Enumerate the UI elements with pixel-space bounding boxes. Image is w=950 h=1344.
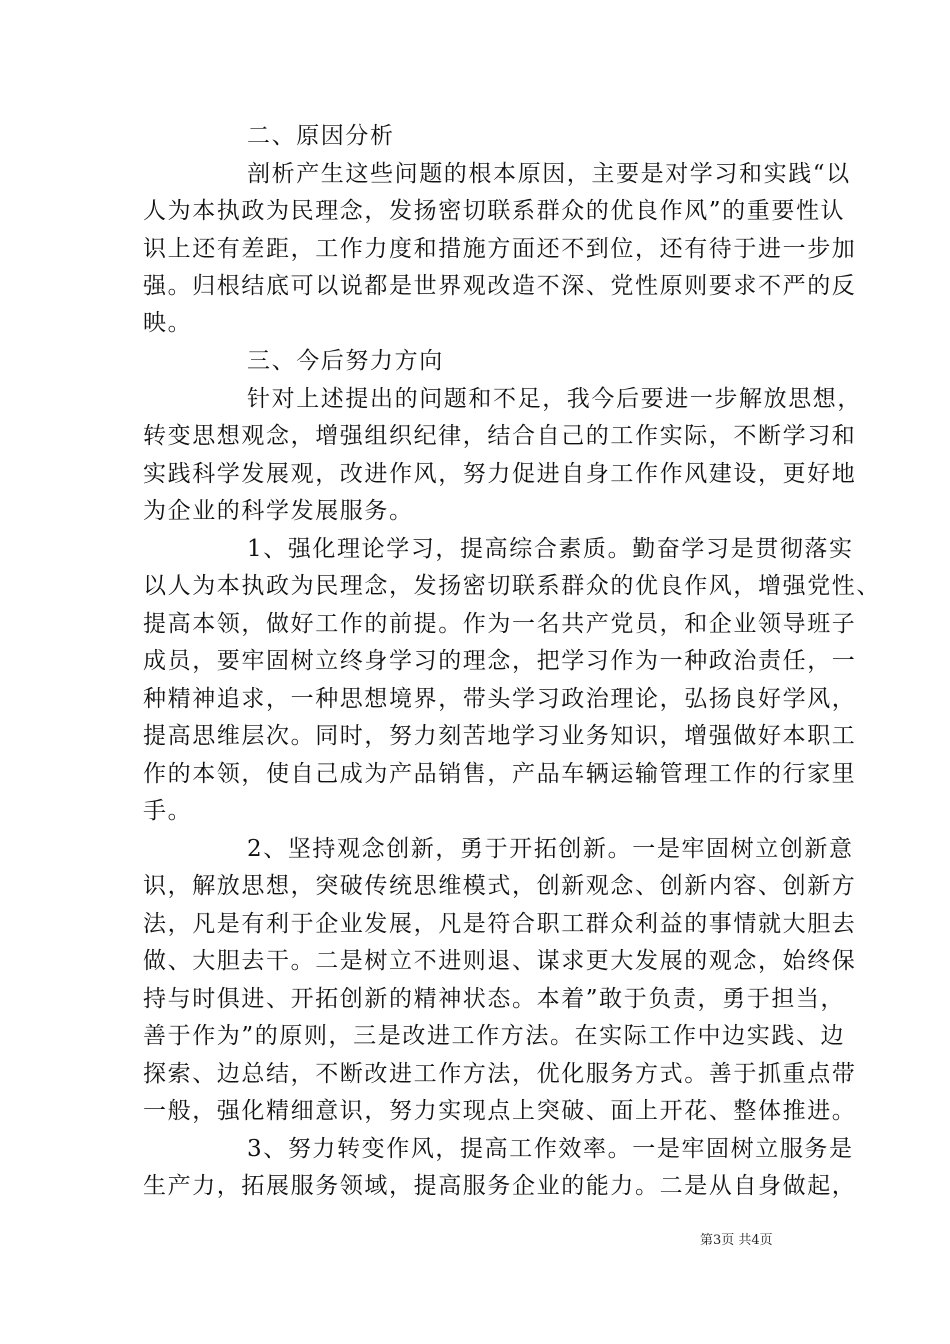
paragraph-line: 手。	[143, 798, 193, 824]
paragraph-line: 做、大胆去干。二是树立不进则退、谋求更大发展的观念，始终保	[143, 948, 857, 974]
paragraph-line: 法，凡是有利于企业发展，凡是符合职工群众利益的事情就大胆去	[143, 911, 857, 937]
paragraph-line: 成员，要牢固树立终身学习的理念，把学习作为一种政治责任，一	[143, 648, 857, 674]
heading-cause-analysis: 二、原因分析	[247, 123, 395, 149]
point-3-heading-line: 3、努力转变作风，提高工作效率。一是牢固树立服务是	[247, 1136, 854, 1162]
paragraph-line: 识，解放思想，突破传统思维模式，创新观念、创新内容、创新方	[143, 873, 857, 899]
paragraph-line: 提高本领，做好工作的前提。作为一名共产党员，和企业领导班子	[143, 611, 857, 637]
paragraph-line: 善于作为”的原则，三是改进工作方法。在实际工作中边实践、边	[143, 1023, 846, 1049]
paragraph-line: 人为本执政为民理念，发扬密切联系群众的优良作风”的重要性认	[143, 198, 846, 224]
paragraph-line: 以人为本执政为民理念，发扬密切联系群众的优良作风，增强党性、	[143, 573, 881, 599]
paragraph-line: 识上还有差距，工作力度和措施方面还不到位，还有待于进一步加	[143, 236, 857, 262]
paragraph-line: 实践科学发展观，改进作风，努力促进自身工作作风建设，更好地	[143, 461, 857, 487]
paragraph-line: 强。归根结底可以说都是世界观改造不深、党性原则要求不严的反	[143, 273, 857, 299]
paragraph-line: 提高思维层次。同时，努力刻苦地学习业务知识，增强做好本职工	[143, 723, 857, 749]
paragraph-line: 剖析产生这些问题的根本原因，主要是对学习和实践“以	[247, 161, 851, 187]
paragraph-line: 生产力，拓展服务领域，提高服务企业的能力。二是从自身做起，	[143, 1173, 857, 1199]
point-2-heading-line: 2、坚持观念创新，勇于开拓创新。一是牢固树立创新意	[247, 836, 854, 862]
paragraph-line: 探索、边总结，不断改进工作方法，优化服务方式。善于抓重点带	[143, 1061, 857, 1087]
paragraph-line: 持与时俱进、开拓创新的精神状态。本着”敢于负责，勇于担当，	[143, 986, 846, 1012]
paragraph-line: 为企业的科学发展服务。	[143, 498, 414, 524]
paragraph-line: 针对上述提出的问题和不足，我今后要进一步解放思想，	[247, 386, 862, 412]
point-1-heading-line: 1、强化理论学习，提高综合素质。勤奋学习是贯彻落实	[247, 536, 854, 562]
page-number-footer: 第3页 共4页	[700, 1233, 773, 1248]
paragraph-line: 转变思想观念，增强组织纪律，结合自己的工作实际，不断学习和	[143, 423, 857, 449]
paragraph-line: 种精神追求，一种思想境界，带头学习政治理论，弘扬良好学风，	[143, 686, 857, 712]
heading-future-direction: 三、今后努力方向	[247, 348, 444, 374]
paragraph-line: 作的本领，使自己成为产品销售，产品车辆运输管理工作的行家里	[143, 761, 857, 787]
paragraph-line: 映。	[143, 310, 193, 336]
paragraph-line: 一般，强化精细意识，努力实现点上突破、面上开花、整体推进。	[143, 1098, 857, 1124]
